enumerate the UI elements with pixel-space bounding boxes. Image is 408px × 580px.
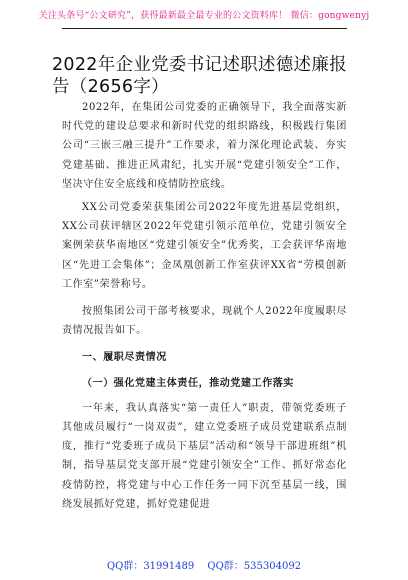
paragraph-intro: 2022年，在集团公司党委的正确领导下，我全面落实新时代党的建设总要求和新时代党的组织路线，积极践行集团公司“三嵌三融三提升”工作要求，着力深化理论武装、夯实党建基础、推进正风肃纪，扎实开展“党建引领安全”工作，坚决守住安全底线和疫情防控底线。 <box>62 102 347 190</box>
subsection-heading: （一）强化党建主体责任，推动党建工作落实 <box>82 377 294 389</box>
document-title: 2022年企业党委书记述职述德述廉报告（2656字） <box>52 55 347 97</box>
footer-qq-group-1: QQ群：31991489 <box>106 561 195 572</box>
paragraph-section-body: 一年来，我认真落实“第一责任人”职责，带领党委班子其他成员履行“一岗双责”，建立党委班子成员党建联系点制度，推行“党委班子成员下基层”活动和“领导干部进班组”机制，指导基层党支部开展“党建引领安全”工作、抓好常态化疫情防控，将党建与中心工作任务一同下沉至基层一线，围绕发展抓好党建，抓好党建促进 <box>62 402 347 510</box>
section-heading: 一、履职尽责情况 <box>82 352 167 364</box>
header-banner: 关注头条号“公文研究”，获得最新最全最专业的公文资料库！ 微信：gongwenyj <box>38 11 370 21</box>
document-body <box>62 98 347 514</box>
footer-contacts <box>0 557 408 572</box>
footer-qq-group-2: QQ群：535304092 <box>207 561 302 572</box>
paragraph-honors: XX公司党委荣获集团公司2022年度先进基层党组织，XX公司获评辖区2022年党建引领示范单位，党建引领安全案例荣获华南地区“党建引领安全”优秀奖，工会获评华南地区“先进工会集体”；金凤凰创新工作室获评XX省“劳模创新工作室”荣誉称号。 <box>62 202 347 290</box>
header-divider <box>62 28 347 29</box>
paragraph-report-lead: 按照集团公司干部考核要求，现就个人2022年度履职尽责情况报告如下。 <box>62 306 347 337</box>
